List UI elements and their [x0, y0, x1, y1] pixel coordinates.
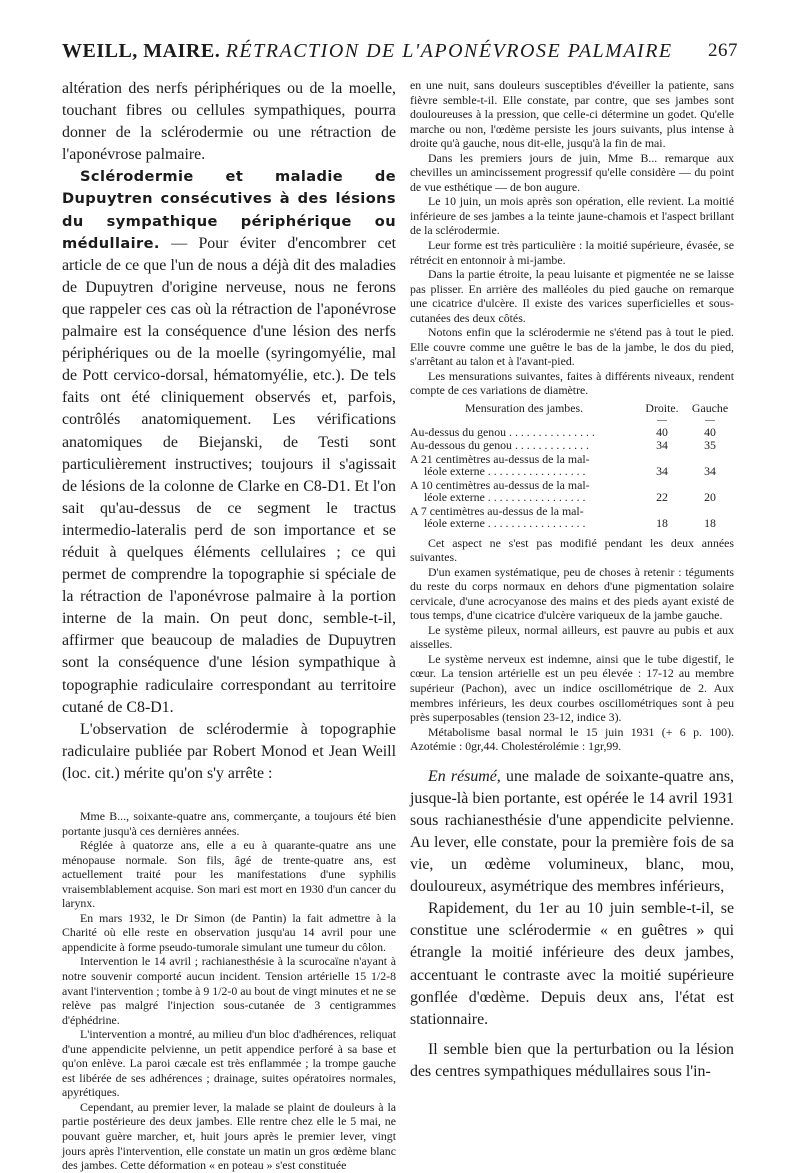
summary-label: En résumé, [428, 767, 501, 785]
section-body: — Pour éviter d'encombrer cet article de ce que l'un de nous a déjà dit des maladies de Dupuytren d'origine nerveuse, nous ne ferons que rappeler ces cas où la rétraction de l'aponévrose palmaire est la conséquence d'une lésion des nerfs périphériques ou de la moelle (syringomyélie, mal de Pott cervico-dorsal, hématomyélie, etc.). De tels faits ont été cliniquement observés et, parfois, contrôlés anatomiquement. Les vérifications anatomiques de Biejanski, de Testi sont particulièrement instructives; toujours il s'agissait de lésions de la colonne de Clarke en C8-D1. Et l'on sait qu'au-dessus de ce segment le tractus intermedio-lateralis perd de son importance et se réduit à quelques éléments cellulaires ; ce qui permet de comprendre la topographie si spéciale de la rétraction de l'aponévrose palmaire à la portion interne de la main. On peut donc, semble-t-il, affirmer que beaucoup de maladies de Dupuytren sont la conséquence d'une lésion sympathique à topographie radiculaire correspondant au territoire cutané de C8-D1. [62, 234, 396, 716]
case-paragraph: Mme B..., soixante-quatre ans, commerçante, a toujours été bien portante jusqu'à ces dernières années. [62, 809, 396, 838]
left-value: 34 [704, 464, 716, 479]
case-paragraph: Les mensurations suivantes, faites à différents niveaux, rendent compte de ces variations de diamètre. [410, 368, 734, 398]
table-header-row [410, 402, 734, 417]
case-paragraph: Cet aspect ne s'est pas modifié pendant les deux années suivantes. [410, 535, 734, 565]
summary-text: une malade de soixante-quatre ans, jusque-là bien portante, est opérée le 14 avril 1931 sous rachianesthésie d'une appendicite pelvienne. Au lever, elle constate, pour la première fois de sa vie, un œdème volumineux, blanc, mou, douloureux, asymétrique des membres inférieurs, [410, 767, 734, 896]
table-header: Mensuration des jambes. [464, 401, 584, 416]
running-header [62, 40, 738, 68]
case-paragraph: Réglée à quatorze ans, elle a eu à quarante-quatre ans une ménopause normale. Son fils, âgé de trente-quatre ans, est actuellement traité pour les manifestations d'une syphilis vraisemblablement acquise. Son mari est mort en 1930 d'un cancer du larynx. [62, 838, 396, 911]
table-row [410, 504, 734, 530]
closing-paragraph: Il semble bien que la perturbation ou la lésion des centres sympathiques médullaires sous l'in- [410, 1040, 734, 1080]
left-value: 20 [704, 490, 716, 505]
row-label: Au-dessus du genou . . . . . . . . . . . . . . . [410, 424, 595, 439]
summary-continued: Rapidement, du 1er au 10 juin semble-t-il, se constitue une sclérodermie « en guêtres » qui étrangle la moitié inférieure des deux jambes, accentuant le contraste avec la moitié supérieure gonflée d'œdème. Depuis deux ans, l'état est stationnaire. [410, 900, 734, 1028]
table-row [410, 425, 734, 439]
header-authors: WEILL, MAIRE. [62, 40, 221, 62]
case-paragraph: Dans les premiers jours de juin, Mme B... remarque aux chevilles un amincissement progressif qu'elle considère — du point de vue esthétique — de bon augure. [410, 150, 734, 194]
section-paragraph [62, 166, 396, 718]
right-value: 18 [656, 516, 668, 531]
case-paragraph: Métabolisme basal normal le 15 juin 1931 (+ 6 p. 100). Azotémie : 0gr,44. Cholestérolémie : 1gr,99. [410, 724, 734, 754]
header-title: RÉTRACTION DE L'APONÉVROSE PALMAIRE [225, 40, 673, 62]
case-paragraph: Leur forme est très particulière : la moitié supérieure, évasée, se rétrécit en entonnoir à mi-jambe. [410, 238, 734, 267]
summary-paragraph [410, 766, 734, 899]
page-number: 267 [708, 40, 738, 61]
measurement-table: Mensuration des jambes. Droite. Gauche — — Au-dessus du genou . . . . . . . . . . . . . . . 40 40 Au-dessous du genou . . . . . . . . . . . . . 34 35 A 21 centimètres au-dessus de la mal- léole externe . . . . . . . . . . . . . . . . . 34 34 A 10 centimètres au-dessus de la mal- léole externe . . . . . . . . . . . . . . . . . 22 20 A 7 centimètres au-dessus de la mal- léole externe . . . . . . . . . . . . . . . . . 18 18 [410, 402, 734, 530]
case-paragraph: D'un examen systématique, peu de choses à retenir : téguments du reste du corps normaux en dehors d'une pigmentation solaire cervicale, d'une acrocyanose des mains et des pieds ayant existé de tous temps, d'une cicatrice d'ulcère variqueux de la jambe gauche. [410, 564, 734, 623]
left-value: 35 [704, 438, 716, 453]
table-row [410, 478, 734, 504]
case-paragraph: En mars 1932, le Dr Simon (de Pantin) la fait admettre à la Charité où elle reste en observation jusqu'au 14 avril pour une appendicite à forme pseudo-tumorale simulant une tumeur du côlon. [62, 910, 396, 954]
row-label: A 10 centimètres au-dessus de la mal- léole externe . . . . . . . . . . . . . . . . . [410, 477, 590, 505]
table-row [410, 452, 734, 478]
case-paragraph: Le 10 juin, un mois après son opération, elle revient. La moitié inférieure de ses jambes a la teinte jaune-chamois et l'aspect brillant de la sclérodermie. [410, 194, 734, 238]
case-paragraph: Dans la partie étroite, la peau luisante et pigmentée ne se laisse pas plisser. En arrière des malléoles du pied gauche on remarque une cicatrice d'ulcère. Il existe des varices superficielles et sous-cutanées des deux côtés. [410, 267, 734, 325]
left-column [62, 78, 396, 1173]
table-row [410, 438, 734, 452]
left-value: 18 [704, 516, 716, 531]
row-label: Au-dessous du genou . . . . . . . . . . . . . [410, 438, 589, 453]
observation-intro: L'observation de sclérodermie à topographie radiculaire publiée par Robert Monod et Jean Weill (loc. cit.) mérite qu'on s'y arrête : [62, 720, 396, 782]
row-label: A 7 centimètres au-dessus de la mal- léole externe . . . . . . . . . . . . . . . . . [410, 503, 586, 531]
case-paragraph: L'intervention a montré, au milieu d'un bloc d'adhérences, reliquat d'une appendicite pelvienne, un petit appendice perforé à sa base et qu'on enlève. La paroi cæcale est très enflammée ; la trompe gauche est libérée de ses adhérences ; drainage, suites opératoires normales, apyrétiques. [62, 1027, 396, 1100]
case-paragraph: Le système nerveux est indemne, ainsi que le tube digestif, le cœur. La tension artérielle est un peu élevée : 17-12 au membre supérieur (Pachon), avec un indice oscillométrique de 2. Aux membres inférieurs, les deux courbes oscillométriques sont à peu près superposables (tension 23-12, indice 3). [410, 651, 734, 725]
right-value: 34 [656, 438, 668, 453]
left-value: 40 [704, 424, 716, 439]
case-paragraph: Intervention le 14 avril ; rachianesthésie à la scurocaïne n'ayant à notre souvenir comporté aucun incident. Tension artérielle 15 1/2-8 avant l'intervention ; tombe à 9 1/2-0 au bout de vingt minutes et ne se relève pas malgré l'injection sous-cutanée de 3 centigrammes d'éphédrine. [62, 954, 396, 1027]
right-value: 22 [656, 490, 668, 505]
right-value: 34 [656, 464, 668, 479]
section-heading: Sclérodermie et maladie de Dupuytren consécutives à des lésions du sympathique périphérique ou médullaire. [62, 168, 396, 252]
table-header: Gauche [691, 401, 729, 416]
table-header: Droite. [645, 401, 679, 416]
row-label: A 21 centimètres au-dessus de la mal- léole externe . . . . . . . . . . . . . . . . . [410, 451, 590, 479]
case-paragraph: Le système pileux, normal ailleurs, est pauvre au pubis et aux aisselles. [410, 622, 734, 652]
right-value: 40 [656, 424, 668, 439]
case-paragraph: en une nuit, sans douleurs susceptibles d'éveiller la patiente, sans fièvre semble-t-il. Elle constate, par contre, que ses jambes sont douloureuses à la pression, que celle-ci détermine un godet. Qu'elle marche ou non, l'œdème persiste les jours suivants, plus intense à droite qu'à gauche, nous dit-elle, jusqu'à la fin de mai. [410, 78, 734, 151]
right-column [410, 78, 734, 1083]
case-paragraph: Notons enfin que la sclérodermie ne s'étend pas à tout le pied. Elle couvre comme une guêtre le bas de la jambe, le dos du pied, s'arrêtant au talon et à l'avant-pied. [410, 325, 734, 369]
case-paragraph: Cependant, au premier lever, la malade se plaint de douleurs à la partie postérieure des deux jambes. Elle rentre chez elle le 5 mai, ne pouvant guère marcher, et, huit jours après le premier lever, vingt jours après l'intervention, elle constate un matin un gros œdème blanc des jambes. Cette déformation « en poteau » s'est constituée [62, 1099, 396, 1173]
intro-paragraph: altération des nerfs périphériques ou de la moelle, touchant fibres ou cellules sympathiques, pourra donner de la sclérodermie ou une rétraction de l'aponévrose palmaire. [62, 80, 396, 164]
case-report [62, 809, 396, 1173]
